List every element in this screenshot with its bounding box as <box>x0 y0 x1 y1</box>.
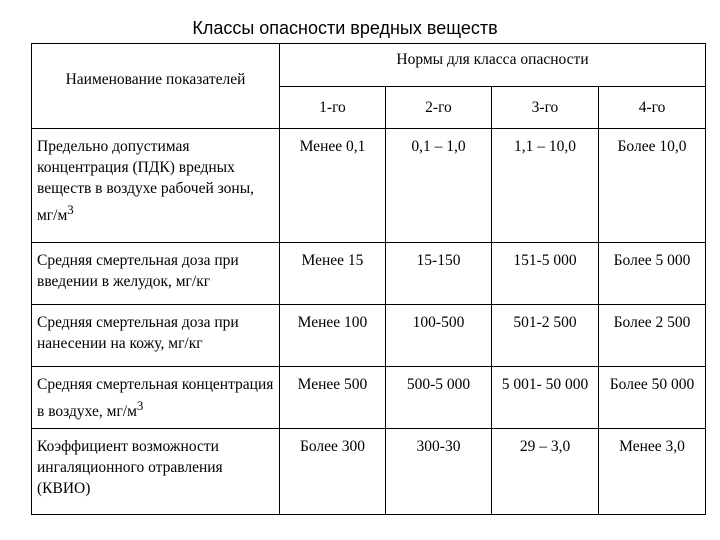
table-cell: 1,1 – 10,0 <box>492 129 599 243</box>
table-cell: 15-150 <box>386 243 492 305</box>
header-norms: Нормы для класса опасности <box>280 44 706 87</box>
table-row <box>32 367 706 429</box>
header-class-2: 2-го <box>386 87 492 129</box>
header-class-1: 1-го <box>280 87 386 129</box>
table-cell: 0,1 – 1,0 <box>386 129 492 243</box>
table-cell: Более 5 000 <box>599 243 706 305</box>
table-cell: 100-500 <box>386 305 492 367</box>
row-label-kvio <box>32 429 280 515</box>
table-row <box>32 243 706 305</box>
table-cell: Более 10,0 <box>599 129 706 243</box>
table-cell: 500-5 000 <box>386 367 492 429</box>
row-label-text: Коэффициент возможности ингаляционного отравления (КВИО) <box>37 438 223 497</box>
header-class-4: 4-го <box>599 87 706 129</box>
table-cell: Менее 3,0 <box>599 429 706 515</box>
header-class-3: 3-го <box>492 87 599 129</box>
table-cell: 300-30 <box>386 429 492 515</box>
table-row <box>32 305 706 367</box>
table-cell: Более 2 500 <box>599 305 706 367</box>
table-cell: Менее 500 <box>280 367 386 429</box>
row-label-pdk <box>32 129 280 243</box>
table-cell: Более 50 000 <box>599 367 706 429</box>
row-label-text: Средняя смертельная доза при нанесении на кожу, мг/кг <box>37 314 239 352</box>
row-label-skin-dose <box>32 305 280 367</box>
table-row <box>32 129 706 243</box>
page-title: Классы опасности вредных веществ <box>192 18 498 38</box>
row-label-text: Предельно допустимая концентрация (ПДК) вредных веществ в воздухе рабочей зоны, мг/м <box>37 138 254 225</box>
table-row <box>32 429 706 515</box>
hazard-classes-table <box>31 43 706 515</box>
table-cell: Менее 0,1 <box>280 129 386 243</box>
table-cell: 151-5 000 <box>492 243 599 305</box>
header-indicator-name: Наименование показателей <box>32 44 280 129</box>
superscript-3: 3 <box>136 398 144 413</box>
row-label-text: Средняя смертельная доза при введении в желудок, мг/кг <box>37 252 239 290</box>
table-cell: Менее 100 <box>280 305 386 367</box>
row-label-oral-dose <box>32 243 280 305</box>
superscript-3: 3 <box>67 202 74 217</box>
table-cell: 501-2 500 <box>492 305 599 367</box>
table-cell: Более 300 <box>280 429 386 515</box>
table-cell: 29 – 3,0 <box>492 429 599 515</box>
row-label-air-concentration <box>32 367 280 429</box>
table-cell: Менее 15 <box>280 243 386 305</box>
header-row-top <box>32 44 706 87</box>
row-label-text: Средняя смертельная концентрация в воздухе, мг/м <box>37 376 274 421</box>
table-cell: 5 001- 50 000 <box>492 367 599 429</box>
